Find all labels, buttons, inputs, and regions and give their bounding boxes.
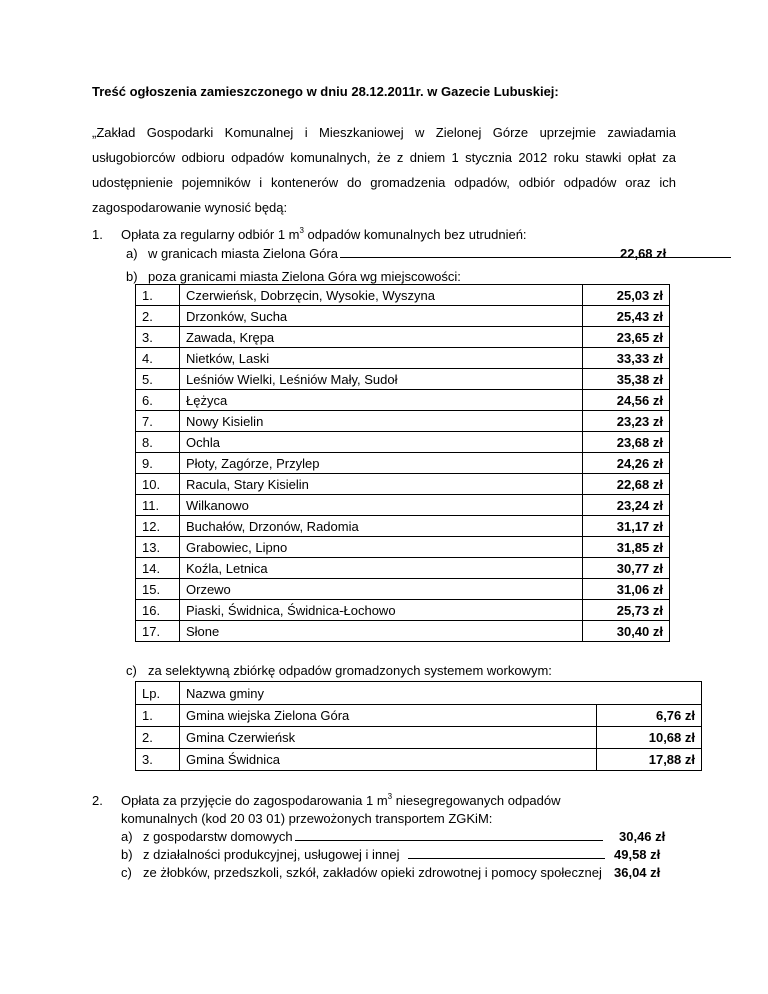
table-row bbox=[136, 453, 670, 474]
table-row bbox=[136, 579, 670, 600]
row-number: 14. bbox=[136, 558, 180, 579]
row-price: 23,65 zł bbox=[583, 327, 670, 348]
row-price: 35,38 zł bbox=[583, 369, 670, 390]
row-name: Słone bbox=[180, 621, 583, 642]
row-name: Zawada, Krępa bbox=[180, 327, 583, 348]
row-price: 31,17 zł bbox=[583, 516, 670, 537]
row-price: 23,68 zł bbox=[583, 432, 670, 453]
row-price: 23,23 zł bbox=[583, 411, 670, 432]
row-number: 9. bbox=[136, 453, 180, 474]
intro-line: „Zakład Gospodarki Komunalnej i Mieszkaniowej w Zielonej Górze uprzejmie zawiadamia bbox=[92, 125, 676, 140]
table-row bbox=[136, 348, 670, 369]
row-number: 3. bbox=[136, 327, 180, 348]
row-number: 3. bbox=[136, 749, 180, 771]
row-number: 7. bbox=[136, 411, 180, 432]
intro-paragraph bbox=[92, 120, 676, 220]
row-number: 1. bbox=[136, 285, 180, 306]
fill-underline bbox=[340, 248, 731, 258]
item-a-price: 22,68 zł bbox=[620, 246, 667, 261]
row-price: 6,76 zł bbox=[597, 705, 702, 727]
row-price: 23,24 zł bbox=[583, 495, 670, 516]
row-number: 1. bbox=[136, 705, 180, 727]
row-price: 22,68 zł bbox=[583, 474, 670, 495]
row-price: 31,06 zł bbox=[583, 579, 670, 600]
section2-heading: Opłata za przyjęcie do zagospodarowania 1 $m^3$ niesegregowanych odpadów bbox=[121, 792, 561, 808]
row-name: Piaski, Świdnica, Świdnica-Łochowo bbox=[180, 600, 583, 621]
row-number: 17. bbox=[136, 621, 180, 642]
s2-item-price: 36,04 zł bbox=[614, 865, 661, 880]
row-name: Gmina Czerwieńsk bbox=[180, 727, 597, 749]
intro-line: usługobiorców odbioru odpadów komunalnych, że z dniem 1 stycznia 2012 roku stawki opłat za bbox=[92, 150, 676, 165]
s2-item-label: b) bbox=[121, 847, 133, 862]
intro-line: udostępnienie pojemników i kontenerów do gromadzenia odpadów, odbiór odpadów oraz ich bbox=[92, 175, 676, 190]
table-row bbox=[136, 516, 670, 537]
row-price: 25,43 zł bbox=[583, 306, 670, 327]
row-price: 33,33 zł bbox=[583, 348, 670, 369]
table-row bbox=[136, 495, 670, 516]
row-price: 24,56 zł bbox=[583, 390, 670, 411]
item-a-text: w granicach miasta Zielona Góra bbox=[148, 246, 733, 261]
table-row bbox=[136, 727, 702, 749]
item-b-label: b) bbox=[126, 269, 138, 284]
row-name: Orzewo bbox=[180, 579, 583, 600]
header-lp: Lp. bbox=[136, 682, 180, 705]
table-row bbox=[136, 537, 670, 558]
row-name: Drzonków, Sucha bbox=[180, 306, 583, 327]
row-price: 25,03 zł bbox=[583, 285, 670, 306]
s2-item-text: z działalności produkcyjnej, usługowej i innej bbox=[143, 847, 607, 862]
table-row bbox=[136, 600, 670, 621]
table-row bbox=[136, 411, 670, 432]
row-price: 25,73 zł bbox=[583, 600, 670, 621]
bag-collection-table bbox=[135, 681, 702, 771]
table-row bbox=[136, 285, 670, 306]
table-header-row bbox=[136, 682, 702, 705]
section2-number: 2. bbox=[92, 793, 103, 808]
row-number: 12. bbox=[136, 516, 180, 537]
fill-underline bbox=[408, 849, 605, 859]
s2-item-label: c) bbox=[121, 865, 132, 880]
localities-price-table bbox=[135, 284, 670, 642]
s2-item-text: z gospodarstw domowych bbox=[143, 829, 605, 844]
row-name: Ochla bbox=[180, 432, 583, 453]
table-row bbox=[136, 474, 670, 495]
table-row bbox=[136, 390, 670, 411]
row-name: Gmina wiejska Zielona Góra bbox=[180, 705, 597, 727]
row-name: Wilkanowo bbox=[180, 495, 583, 516]
row-number: 5. bbox=[136, 369, 180, 390]
s2-item-price: 49,58 zł bbox=[614, 847, 661, 862]
s2-item-price: 30,46 zł bbox=[619, 829, 666, 844]
row-name: Gmina Świdnica bbox=[180, 749, 597, 771]
row-name: Grabowiec, Lipno bbox=[180, 537, 583, 558]
table-row bbox=[136, 327, 670, 348]
table-row bbox=[136, 749, 702, 771]
row-name: Koźla, Letnica bbox=[180, 558, 583, 579]
row-price: 31,85 zł bbox=[583, 537, 670, 558]
row-name: Czerwieńsk, Dobrzęcin, Wysokie, Wyszyna bbox=[180, 285, 583, 306]
row-name: Łężyca bbox=[180, 390, 583, 411]
section1-heading: Opłata za regularny odbiór 1 $m^3$ odpadów komunalnych bez utrudnień: bbox=[121, 226, 527, 242]
row-number: 10. bbox=[136, 474, 180, 495]
intro-line: zagospodarowanie wynosić będą: bbox=[92, 200, 288, 215]
table-row bbox=[136, 621, 670, 642]
row-price: 30,40 zł bbox=[583, 621, 670, 642]
s2-item-label: a) bbox=[121, 829, 133, 844]
item-a-label: a) bbox=[126, 246, 138, 261]
row-price: 10,68 zł bbox=[597, 727, 702, 749]
item-b-text: poza granicami miasta Zielona Góra wg miejscowości: bbox=[148, 269, 461, 284]
fill-underline bbox=[295, 831, 603, 841]
document-heading: Treść ogłoszenia zamieszczonego w dniu 28.12.2011r. w Gazecie Lubuskiej: bbox=[92, 84, 559, 99]
row-name: Nietków, Laski bbox=[180, 348, 583, 369]
table-row bbox=[136, 558, 670, 579]
table-row bbox=[136, 306, 670, 327]
row-number: 2. bbox=[136, 306, 180, 327]
row-number: 16. bbox=[136, 600, 180, 621]
row-number: 4. bbox=[136, 348, 180, 369]
header-name: Nazwa gminy bbox=[180, 682, 702, 705]
section1-number: 1. bbox=[92, 227, 103, 242]
row-name: Buchałów, Drzonów, Radomia bbox=[180, 516, 583, 537]
row-name: Nowy Kisielin bbox=[180, 411, 583, 432]
row-price: 24,26 zł bbox=[583, 453, 670, 474]
item-c-text: za selektywną zbiórkę odpadów gromadzonych systemem workowym: bbox=[148, 663, 552, 678]
row-number: 15. bbox=[136, 579, 180, 600]
table-row bbox=[136, 432, 670, 453]
table-row bbox=[136, 369, 670, 390]
row-number: 6. bbox=[136, 390, 180, 411]
row-number: 2. bbox=[136, 727, 180, 749]
s2-item-text: ze żłobków, przedszkoli, szkół, zakładów opieki zdrowotnej i pomocy społecznej bbox=[143, 865, 602, 880]
table-row bbox=[136, 705, 702, 727]
item-c-label: c) bbox=[126, 663, 137, 678]
row-name: Leśniów Wielki, Leśniów Mały, Sudoł bbox=[180, 369, 583, 390]
row-name: Racula, Stary Kisielin bbox=[180, 474, 583, 495]
row-name: Płoty, Zagórze, Przylep bbox=[180, 453, 583, 474]
row-number: 11. bbox=[136, 495, 180, 516]
row-number: 13. bbox=[136, 537, 180, 558]
row-price: 17,88 zł bbox=[597, 749, 702, 771]
row-price: 30,77 zł bbox=[583, 558, 670, 579]
row-number: 8. bbox=[136, 432, 180, 453]
section2-heading-line2: komunalnych (kod 20 03 01) przewożonych transportem ZGKiM: bbox=[121, 811, 493, 826]
